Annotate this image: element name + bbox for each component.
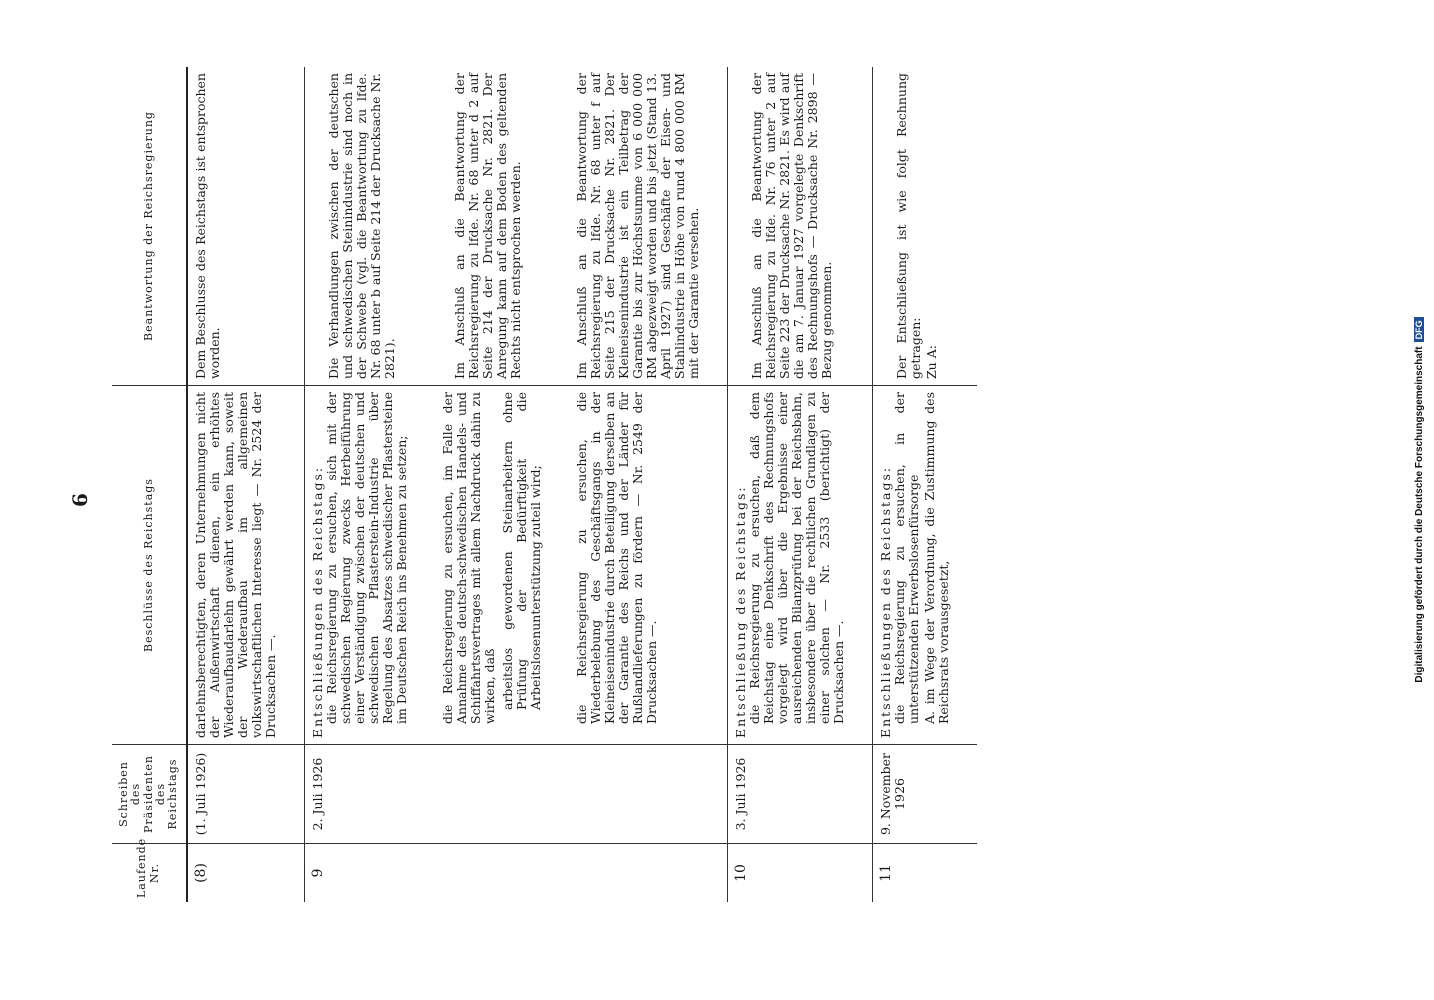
table-row xyxy=(727,67,872,902)
entry-antwort xyxy=(727,67,872,386)
entry-antwort xyxy=(187,67,305,386)
beschluss-text: die Reichsregierung zu ersuchen, sich mit der schwedischen Regierung zwecks Herbeiführung einer Verständigung zwischen der deutschen und schwedischen Pflasterstein-Industrie über Regelung des Absatzes schwedischer Pflastersteine im Deutschen Reich ins Benehmen zu setzen; xyxy=(323,392,409,724)
entry-date: (1. Juli 1926) xyxy=(187,745,305,844)
resolutions-table xyxy=(112,67,977,902)
beschluss-heading: Entschließungen des Reichstags: xyxy=(877,465,893,738)
antwort-text: Im Anschluß an die Beantwortung der Reichsregierung zu lfde. Nr. 76 unter 2 auf Seite 223 der Drucksache Nr. 2821. Es wird auf die am 7. Januar 1927 vorgelegte Denkschrift des Rechnungshofs — Drucksache Nr. 2898 — Bezug genommen. xyxy=(748,73,834,379)
entry-antwort xyxy=(872,67,977,386)
entry-nr: 10 xyxy=(727,844,872,903)
entry-nr: 11 xyxy=(872,844,977,903)
entry-beschluss xyxy=(435,386,569,745)
entry-antwort xyxy=(435,67,569,386)
entry-date: 2. Juli 1926 xyxy=(304,745,435,844)
antwort-text: Im Anschluß an die Beantwortung der Reichsregierung zu lfde. Nr. 68 unter d 2 auf Seite 214 der Drucksache Nr. 2821. Der Anregung kann auf dem Boden des geltenden Rechts nicht entsprochen werden. xyxy=(451,73,523,379)
page-number: 6 xyxy=(68,493,92,507)
entry-beschluss xyxy=(187,386,305,745)
entry-date: 3. Juli 1926 xyxy=(727,745,872,844)
entry-beschluss xyxy=(569,386,728,745)
beschluss-text: die Reichsregierung zu ersuchen, daß dem Reichstag eine Denkschrift des Rechnungshofs vorgelegt wird über die Ergebnisse einer ausreichenden Bilanzprüfung bei der Reichsbahn, insbesondere über die rechtlichen Grundlagen zu einer solchen — Nr. 2533 (berichtigt) der Drucksachen —. xyxy=(746,392,846,724)
entry-beschluss xyxy=(304,386,435,745)
beschluss-heading: Entschließung des Reichstags: xyxy=(732,485,748,738)
table-row xyxy=(435,67,569,902)
dfg-logo: DFG xyxy=(1414,317,1424,342)
entry-nr: 9 xyxy=(304,844,435,903)
entry-beschluss xyxy=(872,386,977,745)
header-beschluesse: Beschlüsse des Reichstags xyxy=(112,386,187,745)
table-row xyxy=(187,67,305,902)
entry-date: 9. November 1926 xyxy=(872,745,977,844)
beschluss-text: darlehnsberechtigten, deren Unternehmungen nicht der Außenwirtschaft dienen, ein erhöhtes Wiederaufbaudarlehn gewährt werden kann, soweit der Wiederaufbau im allgemeinen volkswirtschaftlichen Interesse liegt — Nr. 2524 der Drucksachen —. xyxy=(192,392,278,738)
table-row xyxy=(872,67,977,902)
beschluss-text: die Reichsregierung zu ersuchen, die Wiederbelebung des Geschäftsgangs in der Kleineisenindustrie durch Beteiligung derselben an der Garantie des Reichs und der Länder für Rußlandlieferungen zu fördern — Nr. 2549 der Drucksachen —. xyxy=(573,392,659,724)
table-row xyxy=(304,67,435,902)
antwort-text: Der Entschließung ist wie folgt Rechnung getragen: xyxy=(893,73,923,379)
header-beantwortung: Beantwortung der Reichsregierung xyxy=(112,67,187,386)
antwort-text: Zu A: xyxy=(923,345,939,379)
table-header-row xyxy=(112,67,187,902)
entry-nr: (8) xyxy=(192,863,209,883)
antwort-text: Dem Beschlusse des Reichstags ist entsprochen worden. xyxy=(192,73,222,379)
beschluss-text: arbeitslos gewordenen Steinarbeitern ohne Prüfung der Bedürftigkeit die Arbeitslosenunterstützung zuteil wird; xyxy=(499,392,543,710)
entry-antwort xyxy=(569,67,728,386)
beschluss-heading: Entschließungen des Reichstags: xyxy=(309,465,325,738)
entry-antwort xyxy=(304,67,435,386)
entry-beschluss xyxy=(727,386,872,745)
beschluss-text: die Reichsregierung zu ersuchen, in der unterstützenden Erwerbslosenfürsorge xyxy=(891,392,921,724)
table-row xyxy=(569,67,728,902)
header-schreiben: Schreiben des Präsidenten des Reichstags xyxy=(112,745,187,844)
beschluss-text: die Reichsregierung zu ersuchen, im Falle der Annahme des deutsch-schwedischen Handels- und Schiffahrtsvertrages mit allem Nachdruck dahin zu wirken, daß xyxy=(439,392,497,724)
funding-note-text: Digitalisierung gefördert durch die Deutsche Forschungsgemeinschaft xyxy=(1414,346,1425,683)
beschluss-text: A. im Wege der Verordnung, die Zustimmung des Reichsrats vorausgesetzt, xyxy=(921,392,951,724)
antwort-text: Im Anschluß an die Beantwortung der Reichsregierung zu lfde. Nr. 68 unter f auf Seite 215 der Drucksache Nr. 2821. Der Kleineisenindustrie ist ein Teilbetrag der Garantie bis zur Höchstsumme von 6 000 000 RM abgezweigt worden und bis jetzt (Stand 13. April 1927) sind Geschäfte der Eisen- und Stahlindustrie in Höhe von rund 4 800 000 RM mit der Garantie versehen. xyxy=(573,73,701,379)
header-laufende-nr: Laufende Nr. xyxy=(112,844,187,903)
antwort-text: Die Verhandlungen zwischen der deutschen und schwedischen Steinindustrie sind noch in der Schwebe (vgl. die Beantwortung zu lfde. Nr. 68 unter b auf Seite 214 der Drucksache Nr. 2821). xyxy=(325,73,397,379)
